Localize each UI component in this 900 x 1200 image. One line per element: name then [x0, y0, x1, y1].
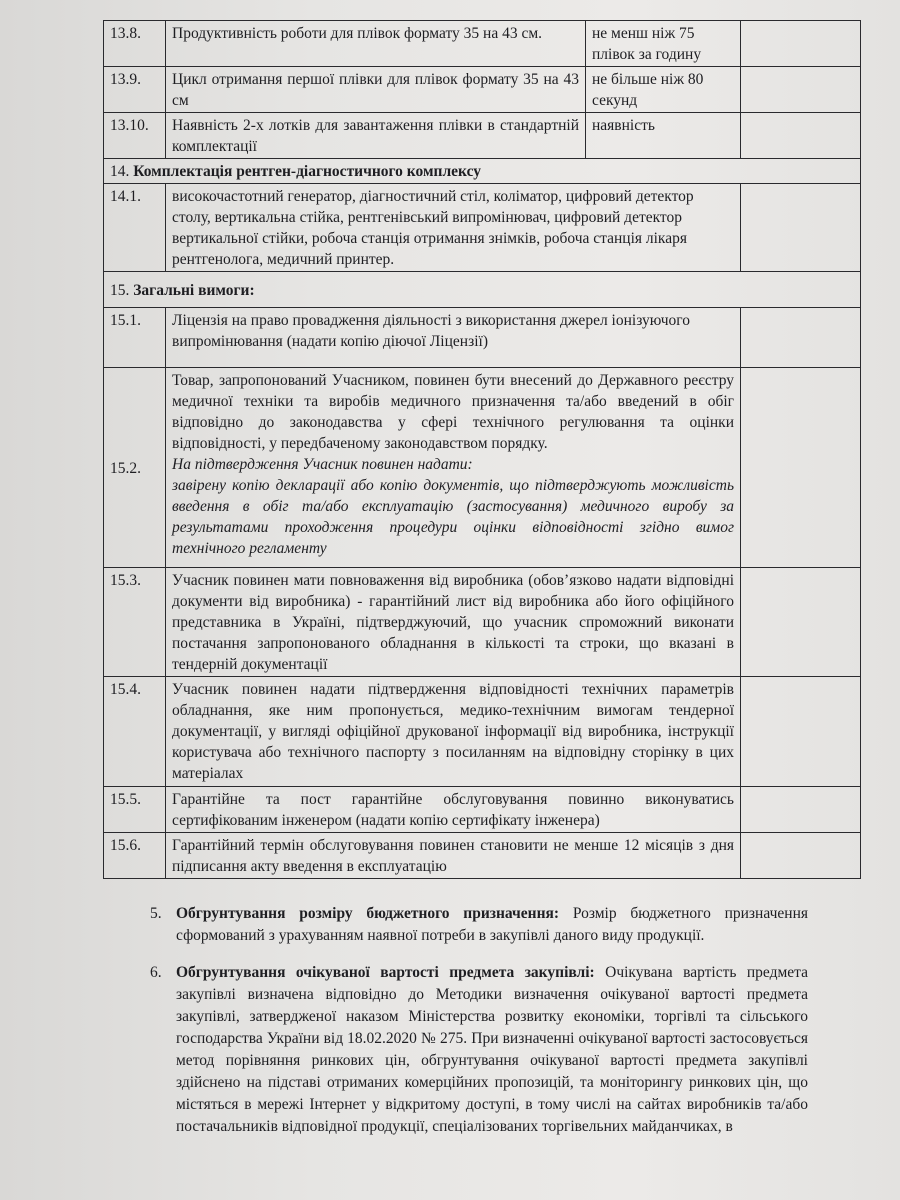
section-14-header: [104, 159, 861, 184]
row-number: 13.9.: [104, 67, 166, 113]
section-header-row: [104, 159, 861, 184]
row-value: не більше ніж 80 секунд: [586, 67, 741, 113]
section-number: 14.: [110, 163, 130, 180]
row-description: Учасник повинен надати підтвердження відповідності технічних параметрів обладнання, яке ним пропонується, медико-технічним вимогам тендерної документації, у вигляді офіційної друкованої інформації від виробника, інструкції користувача або технічного паспорту з посиланням на відповідну сторінку в цих матеріалах: [166, 677, 741, 787]
row-description: Учасник повинен мати повноваження від виробника (обов’язково надати відповідні документи від виробника) - гарантійний лист від виробника або його офіційного представника в Україні, підтверджуючий, що учасник спроможний виконати постачання запропонованого обладнання в кількості та строки, що вказані в тендерній документації: [166, 568, 741, 677]
section-15-header: [104, 272, 861, 308]
table-row: [104, 677, 861, 787]
paragraph-text: Очікувана вартість предмета закупівлі визначена відповідно до Методики визначення очікуваної вартості предмета закупівлі, затвердженої наказом Міністерства розвитку економіки, торгівлі та сільського господарства України від 18.02.2020 № 275. При визначенні очікуваної вартості застосовується метод порівняння ринкових цін, обгрунтування очікуваної вартості предмета закупівлі здійснено на підставі отриманих комерційних пропозицій, та моніторингу ринкових цін, що містяться в мережі Інтернет у відкритому доступі, в тому числі на сайтах виробників та/або постачальників відповідної продукції, спеціалізованих торгівельних майданчиках, в: [176, 964, 808, 1135]
paragraph-heading: Обгрунтування очікуваної вартості предмета закупівлі:: [176, 964, 595, 981]
table-row: [104, 368, 861, 568]
row-value: наявність: [586, 113, 741, 159]
paragraph-text: Розмір бюджетного призначення сформований з урахуванням наявної потреби в закупівлі даного виду продукції.: [176, 905, 808, 944]
row-compliance-cell: [741, 113, 861, 159]
row-description: Продуктивність роботи для плівок формату 35 на 43 см.: [166, 21, 586, 67]
requirements-table: [103, 20, 861, 879]
row-description: Ліцензія на право провадження діяльності з використання джерел іонізуючого випромінювання (надати копію діючої Ліцензії): [166, 308, 741, 368]
row-compliance-cell: [741, 677, 861, 787]
row-number: 13.10.: [104, 113, 166, 159]
row-number: 15.5.: [104, 787, 166, 833]
row-description-main: Товар, запропонований Учасником, повинен бути внесений до Державного реєстру медичної техніки та виробів медичного призначення та/або введений в обіг відповідно до законодавства у сфері технічного регулювання та оцінки відповідності, у передбаченому законодавством порядку.: [172, 372, 734, 452]
section-title: Загальні вимоги:: [133, 281, 255, 299]
row-description-italic-lead: На підтвердження Учасник повинен надати:: [172, 456, 473, 473]
row-description: [166, 368, 741, 568]
paragraph-cost-justification: [150, 962, 808, 1138]
table-row: [104, 113, 861, 159]
table-row: [104, 833, 861, 879]
row-compliance-cell: [741, 833, 861, 879]
row-compliance-cell: [741, 368, 861, 568]
row-number: 15.2.: [104, 368, 166, 568]
row-description: високочастотний генератор, діагностичний стіл, коліматор, цифровий детектор столу, вертикальна стійка, рентгенівський випромінювач, цифровий детектор вертикальної стійки, робоча станція отримання знімків, робоча станція лікаря рентгенолога, медичний принтер.: [166, 184, 741, 272]
row-number: 13.8.: [104, 21, 166, 67]
table-row: [104, 184, 861, 272]
row-description: Цикл отримання першої плівки для плівок формату 35 на 43 см: [166, 67, 586, 113]
paragraph-budget-justification: [150, 903, 808, 947]
row-compliance-cell: [741, 67, 861, 113]
row-number: 15.6.: [104, 833, 166, 879]
row-description-italic-body: завірену копію декларації або копію документів, що підтверджують можливість введення в обіг та/або експлуатацію (застосування) медичного виробу за результатами проходження процедури оцінки відповідності згідно вимог технічного регламенту: [172, 477, 734, 557]
row-description: Гарантійне та пост гарантійне обслуговування повинно виконуватись сертифікованим інженером (надати копію сертифікату інженера): [166, 787, 741, 833]
row-compliance-cell: [741, 308, 861, 368]
row-description: Гарантійний термін обслуговування повинен становити не менше 12 місяців з дня підписання акту введення в експлуатацію: [166, 833, 741, 879]
table-row: [104, 67, 861, 113]
row-description: Наявність 2-х лотків для завантаження плівки в стандартній комплектації: [166, 113, 586, 159]
table-row: [104, 21, 861, 67]
table-row: [104, 568, 861, 677]
row-compliance-cell: [741, 184, 861, 272]
section-number: 15.: [110, 281, 130, 299]
section-title: Комплектація рентген-діагностичного комплексу: [133, 163, 482, 180]
row-value: не менш ніж 75 плівок за годину: [586, 21, 741, 67]
row-number: 15.3.: [104, 568, 166, 677]
paragraph-heading: Обгрунтування розміру бюджетного призначення:: [176, 905, 560, 922]
paragraph-number: 6.: [150, 964, 162, 981]
table-row: [104, 787, 861, 833]
row-number: 14.1.: [104, 184, 166, 272]
row-number: 15.4.: [104, 677, 166, 787]
row-compliance-cell: [741, 568, 861, 677]
row-compliance-cell: [741, 21, 861, 67]
row-number: 15.1.: [104, 308, 166, 368]
table-row: [104, 308, 861, 368]
section-header-row: [104, 272, 861, 308]
paragraph-number: 5.: [150, 905, 162, 922]
row-compliance-cell: [741, 787, 861, 833]
